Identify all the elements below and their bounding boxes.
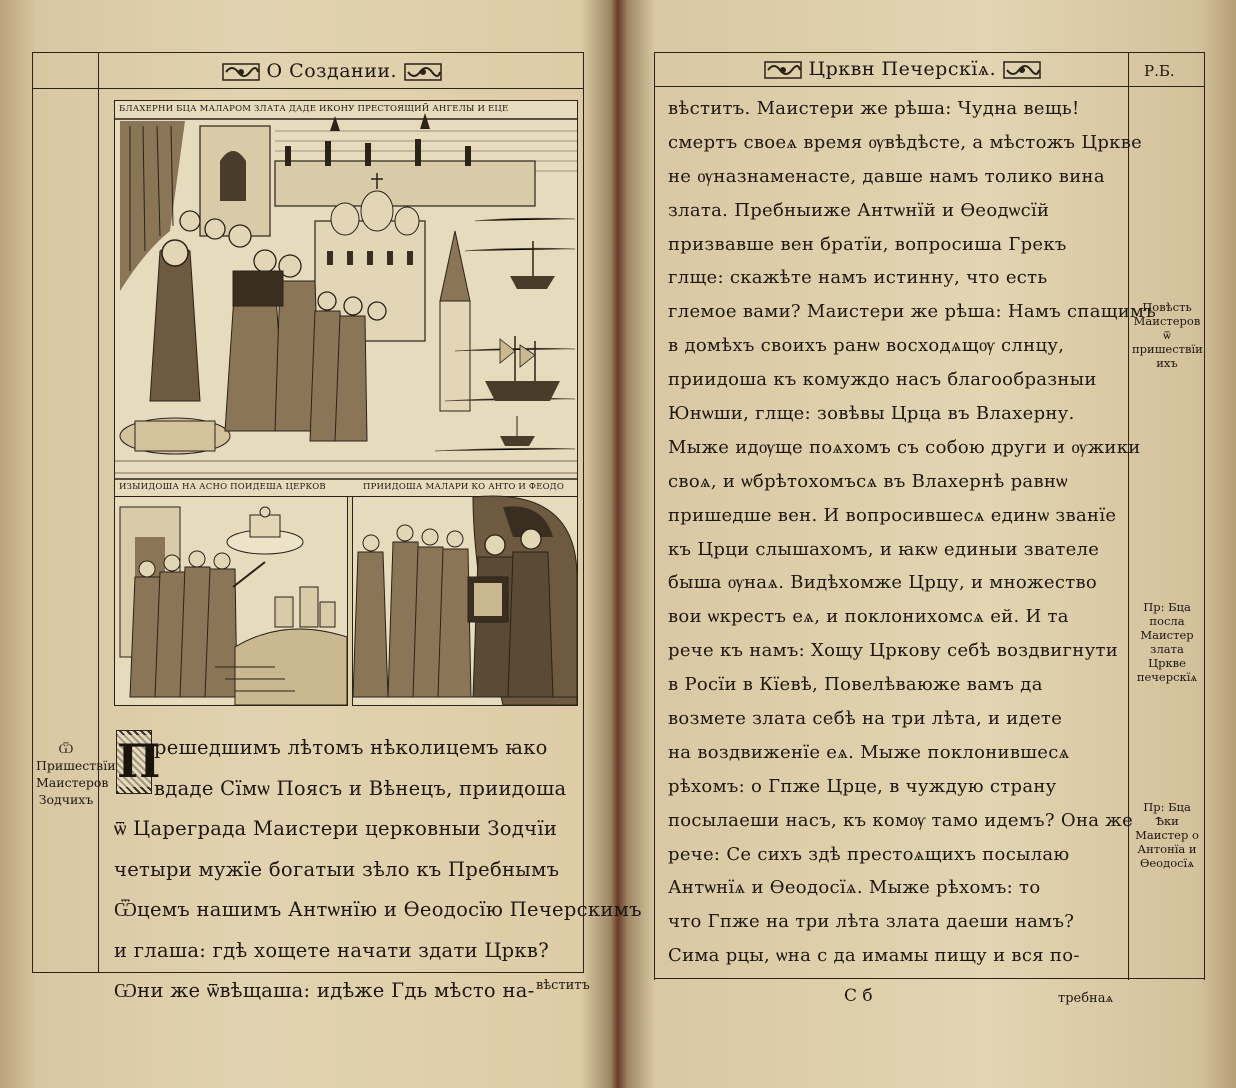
left-text-line: Ѿцемъ нашимъ Антѡнїю и Ѳеодосїю Печерскимъ (114, 898, 642, 921)
right-header-title: Црквн Печерскїѧ. (808, 58, 997, 80)
ornament-icon (1003, 60, 1041, 80)
right-running-head (764, 58, 1041, 81)
page-folio: Р.Б. (1144, 62, 1175, 80)
right-text-line: глемое вами? Маистери же рѣша: Намъ спащимъ (668, 301, 1157, 323)
woodcut-departure-scene (115, 497, 347, 705)
right-text-line: в Росїи в Кїевѣ, Повелѣваюже вамъ да (668, 674, 1043, 696)
left-margin-note: Ѿ Пришествїи Маистеров Зодчихъ (36, 741, 116, 807)
right-text-line: Антѡнїѧ и Ѳеодосїѧ. Мыже рѣхомъ: то (668, 877, 1041, 899)
right-text-line: Сима рцы, ѡна с да имамы пищу и вся по- (668, 945, 1080, 967)
woodcut-lower-left (114, 496, 348, 706)
right-text-line: что Гпже на три лѣта злата даеши намъ? (668, 911, 1075, 933)
right-catchword: требнаѧ (1058, 991, 1114, 1006)
ornament-icon (404, 62, 442, 82)
woodcut-top-caption: БЛАХЕРНИ БЦА МАЛАРОМ ЗЛАТА ДАДЕ ИКОНУ ПРЕСТОЯЩИЙ АНГЕЛЫ И ЕЦЕ (119, 104, 509, 114)
right-text-line: злата. Пребныиже Антѡнїй и Ѳеодѡсїй (668, 199, 1050, 221)
left-text-line: ѿ Цареграда Маистери церковныи Зодчїи (114, 817, 558, 840)
left-catchword: вѣститъ (536, 978, 590, 993)
left-text-line: и глаша: гдѣ хощете начати здати Цркв? (114, 938, 549, 962)
ornament-icon (222, 62, 260, 82)
left-inner-rule (583, 52, 584, 972)
right-text-line: посылаеши насъ, къ комѹ тамо идемъ? Она же (668, 809, 1134, 831)
right-margin-note: Пр: Бца Ѣки Маистер о Антонїа и Ѳеодосїѧ (1135, 800, 1199, 870)
right-page (612, 0, 1236, 1088)
right-text-line: глще: скажѣте намъ истинну, что есть (668, 267, 1048, 289)
right-text-line: призвавше вен братїи, вопросиша Грекъ (668, 233, 1067, 255)
right-text-line: на воздвиженїе еѧ. Мыже поклонившесѧ (668, 741, 1070, 763)
drop-cap-letter: П (117, 734, 161, 788)
left-top-rule (32, 52, 584, 53)
right-text-line: рѣхомъ: о Гпже Црце, в чуждую страну (668, 775, 1057, 797)
left-text-line: вдаде Сїмѡ Поясъ и Вѣнецъ, приидоша (154, 776, 567, 800)
right-edge-rule (1204, 52, 1205, 980)
woodcut-lower-right (352, 496, 578, 706)
left-text-line: четыри мужїе богатыи зѣло къ Пребнымъ (114, 857, 560, 881)
left-head-rule (32, 88, 584, 89)
right-top-rule (654, 52, 1204, 53)
right-outer-rule (654, 52, 655, 980)
right-text-line: вѣститъ. Маистери же рѣша: Чудна вещь! (668, 98, 1080, 119)
right-text-line: Мыже идѹще поѧхомъ съ собою други и ѹжики (668, 436, 1141, 458)
woodcut-bottom-left-caption: ИЗЫИДОША НА АСНО ПОИДЕША ЦЕРКОВ (119, 482, 326, 492)
right-text-line: не ѹназнаменасте, давше намъ толико вина (668, 165, 1105, 187)
right-margin-rule (1128, 52, 1129, 980)
right-text-line: смертъ своеѧ время ѹвѣдѣсте, а мѣстожъ Цркве (668, 131, 1143, 153)
left-text-line: Ѡни же ѿвѣщаша: идѣже Гдь мѣсто на- (114, 979, 535, 1002)
woodcut-main (114, 100, 578, 497)
left-running-head (222, 60, 442, 82)
right-margin-note: Пр: Бца посла Маистер злата Цркве печерскїѧ (1136, 600, 1198, 684)
ornament-icon (764, 60, 802, 80)
right-text-line: рече: Се сихъ здѣ престоѧщихъ посылаю (668, 843, 1070, 865)
left-margin-rule (98, 52, 99, 972)
right-text-line: пришедше вен. И вопросившесѧ единѡ званїе (668, 504, 1117, 526)
right-text-line: в домѣхъ своихъ ранѡ восходѧщѹ слнцу, (668, 335, 1065, 357)
right-head-rule (654, 86, 1204, 87)
left-text-line: решедшимъ лѣтомъ нѣколицемъ ꙗко (154, 736, 548, 759)
left-header-title: О Создании. (266, 60, 398, 82)
right-text-line: Юнѡши, глще: зовѣвы Црца въ Влахерну. (668, 403, 1075, 425)
right-text-line: возмете злата себѣ на три лѣта, и идете (668, 708, 1063, 730)
right-margin-note: Повѣсть Маистеров ѿ пришествїи ихъ (1132, 300, 1203, 370)
right-bottom-rule (654, 978, 1204, 979)
right-text-block (668, 92, 1157, 973)
left-text-block (114, 728, 642, 1012)
right-text-line: рече къ намъ: Хощу Цркову себѣ воздвигнути (668, 640, 1119, 662)
woodcut-bottom-right-caption: ПРИИДОША МАЛАРИ КО АНТО И ФЕОДО (363, 482, 565, 492)
left-outer-rule (32, 52, 33, 972)
right-text-line: вои ѡкрестъ еѧ, и поклонихомсѧ ей. И та (668, 606, 1069, 628)
woodcut-icon-presentation-scene (353, 497, 577, 705)
woodcut-blachernae-scene (115, 101, 577, 496)
right-text-line: быша ѹнаѧ. Видѣхомже Црцу, и множество (668, 572, 1098, 594)
right-text-line: своѧ, и ѡбрѣтохомъсѧ въ Влахернѣ равнѡ (668, 470, 1068, 492)
right-text-line: приидоша къ комуждо насъ благообразныи (668, 369, 1097, 391)
signature-mark: С б (844, 986, 873, 1006)
right-text-line: къ Црци слышахомъ, и ꙗкѡ единыи звателе (668, 538, 1100, 560)
